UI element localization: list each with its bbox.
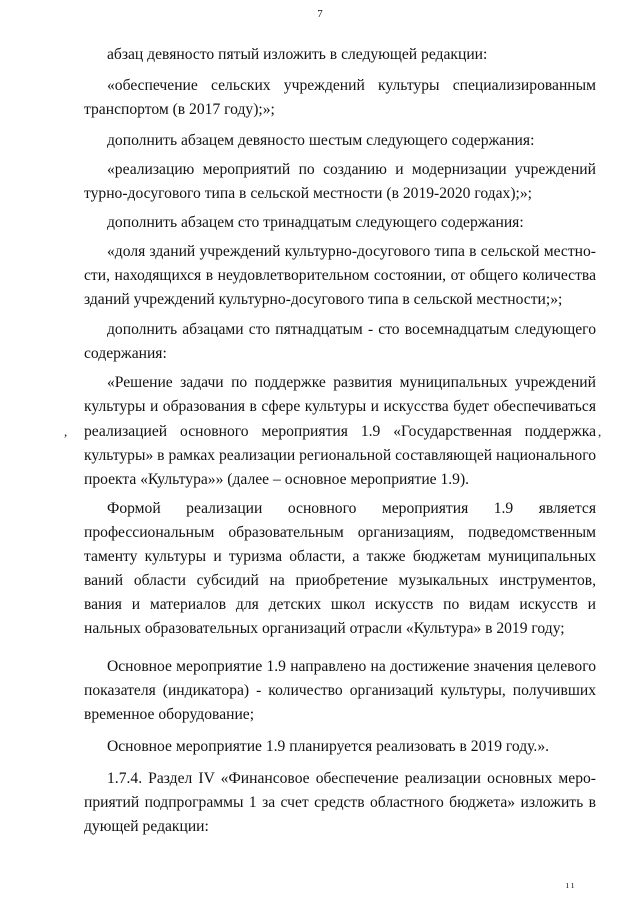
text-line: абзац девяносто пятый изложить в следующей редакции:	[107, 46, 488, 63]
text-line: Формой реализации основного мероприятия 1.9 является	[107, 500, 596, 517]
text-line: «реализацию мероприятий по созданию и модернизации учреждений	[107, 161, 596, 178]
text-line: дополнить абзацем девяносто шестым следующего содержания:	[107, 132, 535, 149]
text-line: 1.7.4. Раздел IV «Финансовое обеспечение реализации основных меро-	[107, 770, 596, 787]
text-line: «Решение задачи по поддержке развития муниципальных учреждений	[107, 374, 596, 391]
text-line: дополнить абзацем сто тринадцатым следующего содержания:	[107, 214, 524, 231]
text-line: содержания:	[84, 345, 167, 362]
text-line: зданий учреждений культурно-досугового типа в сельской местности;»;	[84, 291, 563, 308]
page-number: 7	[317, 8, 323, 20]
text-line: ваний области субсидий на приобретение музыкальных инструментов,	[84, 572, 596, 589]
text-line: дующей редакции:	[84, 818, 209, 835]
text-line: показателя (индикатора) - количество организаций культуры, получивших	[84, 682, 596, 699]
text-line: сти, находящихся в неудовлетворительном состоянии, от общего количества	[84, 267, 596, 284]
text-line: культуры» в рамках реализации региональной составляющей национального	[84, 447, 596, 464]
text-line: Основное мероприятие 1.9 направлено на достижение значения целевого	[107, 658, 596, 675]
footer-marks: ı ı	[566, 880, 575, 891]
text-line: Основное мероприятие 1.9 планируется реализовать в 2019 году.».	[107, 738, 550, 755]
text-line: дополнить абзацами сто пятнадцатым - сто восемнадцатым следующего	[107, 321, 596, 338]
text-line: таменту культуры и туризма области, а также бюджетам муниципальных	[84, 548, 596, 565]
text-line: турно-досугового типа в сельской местности (в 2019-2020 годах);»;	[84, 185, 532, 202]
text-line: проекта «Культура»» (далее – основное мероприятие 1.9).	[84, 471, 470, 488]
text-line: временное оборудование;	[84, 706, 255, 723]
text-line: «доля зданий учреждений культурно-досугового типа в сельской местно-	[107, 243, 596, 260]
text-line: транспортом (в 2017 году);»;	[84, 101, 275, 118]
text-line: «обеспечение сельских учреждений культуры специализированным	[107, 77, 596, 94]
scan-mark: ,	[598, 424, 602, 439]
text-line: приятий подпрограммы 1 за счет средств областного бюджета» изложить в	[84, 794, 596, 811]
text-line: нальных образовательных организаций отрасли «Культура» в 2019 году;	[84, 620, 565, 637]
scan-mark: ,	[64, 424, 68, 439]
text-line: профессиональным образовательным организациям, подведомственным	[84, 524, 596, 541]
text-line: вания и материалов для детских школ искусств по видам искусств и	[84, 596, 596, 613]
text-line: реализацией основного мероприятия 1.9 «Государственная поддержка	[84, 423, 596, 440]
text-line: культуры и образования в сфере культуры и искусства будет обеспечиваться	[84, 398, 596, 415]
